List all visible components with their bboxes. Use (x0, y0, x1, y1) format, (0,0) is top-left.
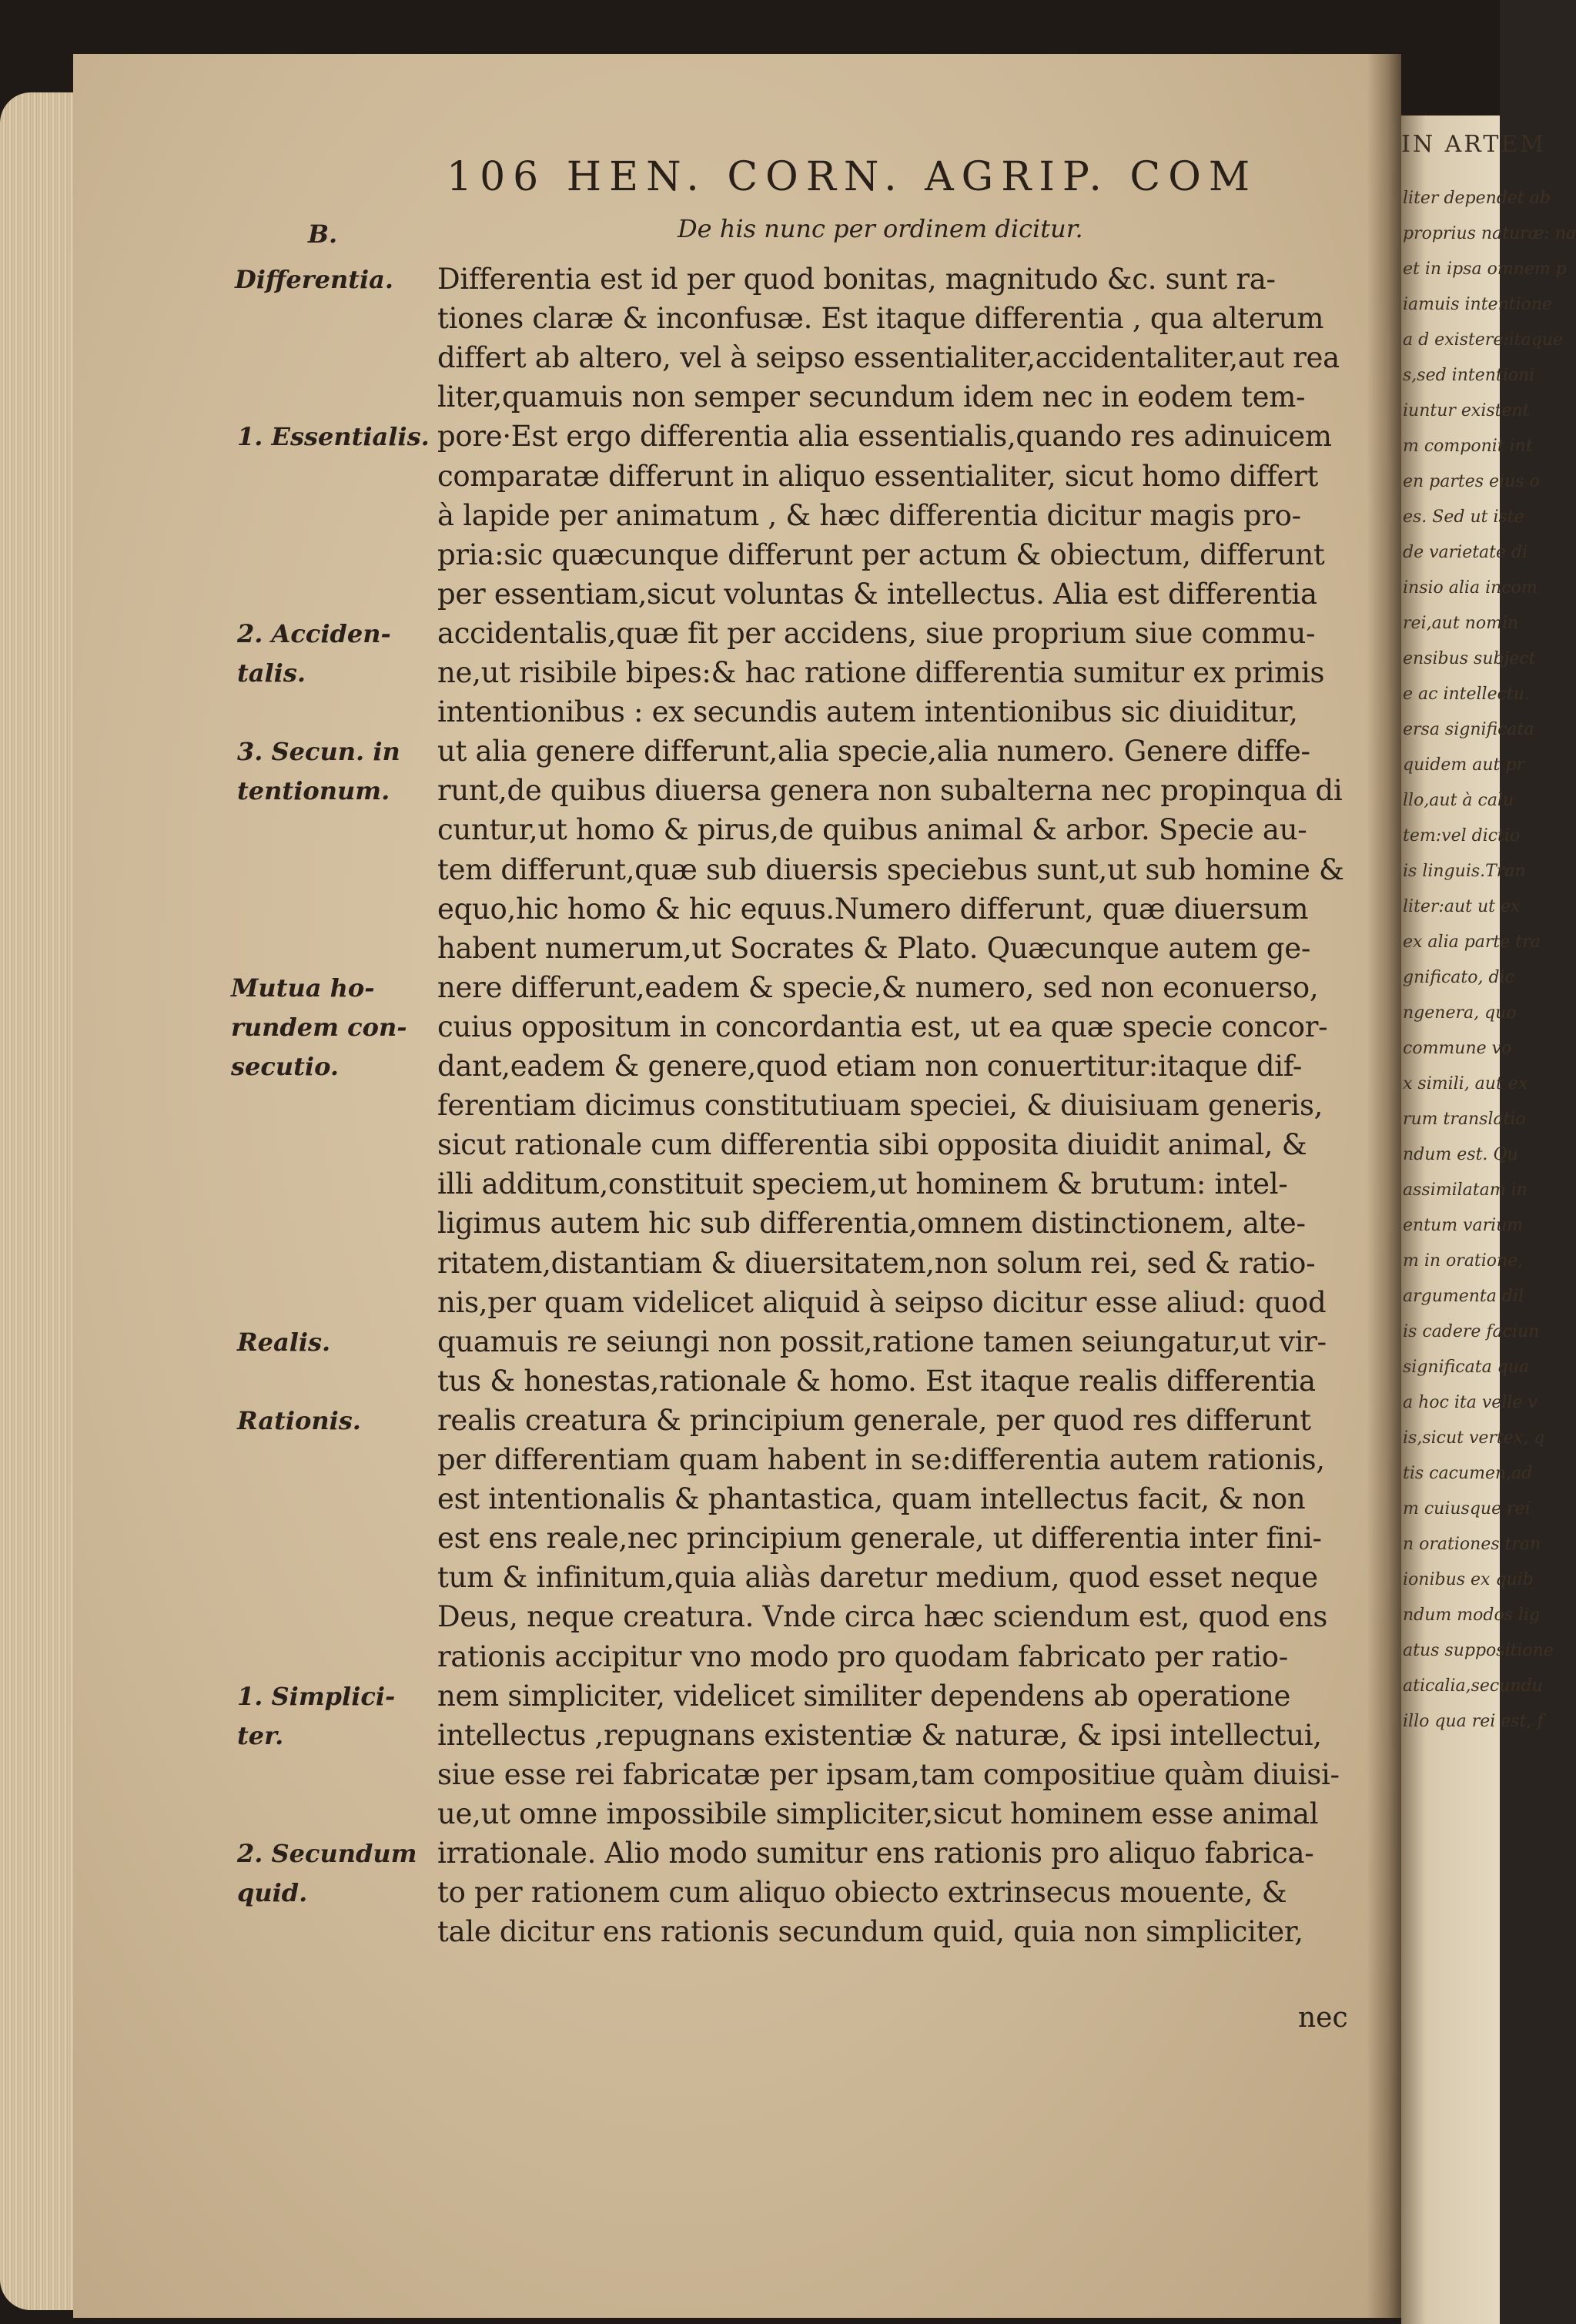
marginal-note: talis. (237, 658, 306, 688)
text-line: tale dicitur ens rationis secundum quid, quia non simpliciter, (437, 1915, 1303, 1949)
facing-page-line: atus suppositione (1403, 1641, 1554, 1660)
text-line: per differentiam quam habent in se:differentia autem rationis, (437, 1443, 1325, 1476)
book-gutter (1367, 54, 1401, 2318)
text-line: à lapide per animatum , & hæc differentia dicitur magis pro- (437, 498, 1301, 532)
text-line: tem differunt,quæ sub diuersis speciebus sunt,ut sub homine & (437, 852, 1344, 886)
facing-page-line: x simili, aut ex (1403, 1074, 1528, 1093)
facing-page-line: ersa significata (1403, 720, 1534, 739)
facing-page-line: m componit int (1403, 437, 1533, 456)
text-line: est ens reale,nec principium generale, ut differentia inter fini- (437, 1522, 1322, 1555)
facing-page-line: ex alia parte tra (1403, 933, 1541, 952)
facing-page-line: en partes eius o (1403, 472, 1540, 491)
facing-page-line: illo qua rei est, f (1403, 1712, 1544, 1731)
facing-page-line: m cuiusque rei (1403, 1499, 1531, 1519)
marginal-note: Realis. (237, 1327, 331, 1357)
text-line: habent numerum,ut Socrates & Plato. Quæcunque autem ge- (437, 931, 1311, 965)
text-line: liter,quamuis non semper secundum idem nec in eodem tem- (437, 380, 1306, 414)
text-line: ne,ut risibile bipes:& hac ratione differentia sumitur ex primis (437, 656, 1325, 689)
facing-page-line: ngenera, quo (1403, 1003, 1517, 1023)
text-line: tum & infinitum,quia aliàs daretur medium, quod esset neque (437, 1561, 1318, 1595)
text-line: nem simpliciter, videlicet similiter dependens ab operatione (437, 1679, 1291, 1713)
marginal-note: rundem con- (231, 1012, 407, 1042)
facing-page-line: entum varium (1403, 1216, 1524, 1235)
facing-page-line: de varietate di (1403, 543, 1528, 562)
marginal-note: secutio. (231, 1052, 339, 1081)
text-line: ut alia genere differunt,alia specie,alia numero. Genere diffe- (437, 735, 1310, 769)
facing-page-line: a hoc ita velle v (1403, 1393, 1538, 1412)
text-line: Differentia est id per quod bonitas, magnitudo &c. sunt ra- (437, 263, 1276, 296)
text-line: cuntur,ut homo & pirus,de quibus animal & arbor. Specie au- (437, 813, 1307, 847)
text-line: per essentiam,sicut voluntas & intellectus. Alia est differentia (437, 577, 1317, 611)
facing-page-line: a d existere:itaque (1403, 330, 1564, 350)
marginal-note: Mutua ho- (231, 973, 375, 1003)
facing-page-line: is,sicut vertex, q (1403, 1428, 1545, 1448)
facing-page-line: assimilatam in (1403, 1180, 1527, 1200)
facing-page-line: gnificato, dic (1403, 968, 1514, 987)
catchword: nec (1298, 2002, 1348, 2034)
marginal-note: B. (308, 219, 338, 249)
marginal-note: 3. Secun. in (237, 737, 400, 767)
marginal-note: tentionum. (237, 776, 390, 806)
facing-page-line: liter dependet ab (1403, 189, 1551, 208)
text-line: quamuis re seiungi non possit,ratione tamen seiungatur,ut vir- (437, 1324, 1327, 1358)
facing-page-line: liter:aut ut ex (1403, 897, 1521, 916)
text-line: pore·Est ergo differentia alia essentialis,quando res adinuicem (437, 420, 1332, 454)
text-line: intellectus ,repugnans existentiæ & naturæ, & ipsi intellectui, (437, 1718, 1322, 1752)
text-line: nis,per quam videlicet aliquid à seipso dicitur esse aliud: quod (437, 1285, 1327, 1319)
facing-page-line: commune vo (1403, 1039, 1512, 1058)
facing-page-header: IN ARTEM (1401, 131, 1546, 158)
text-line: runt,de quibus diuersa genera non subalterna nec propinqua di (437, 774, 1343, 808)
marginal-note: ter. (237, 1720, 284, 1750)
text-line: nere differunt,eadem & specie,& numero, sed non econuerso, (437, 970, 1319, 1004)
text-line: rationis accipitur vno modo pro quodam fabricato per ratio- (437, 1639, 1288, 1673)
facing-page-line: insio alia incom (1403, 578, 1538, 598)
facing-page-line: iuntur existent (1403, 401, 1530, 420)
facing-page-line: ndum est. Qu (1403, 1145, 1518, 1164)
text-line: equo,hic homo & hic equus.Numero differunt, quæ diuersum (437, 892, 1309, 926)
facing-page-line: proprius naturæ: na (1403, 224, 1576, 243)
text-line: realis creatura & principium generale, per quod res differunt (437, 1403, 1311, 1437)
page-edges (0, 92, 77, 2310)
facing-page-line: ensibus subject (1403, 649, 1536, 668)
facing-page-fragment (1401, 116, 1576, 2324)
text-line: ferentiam dicimus constitutiuam speciei, & diuisiuam generis, (437, 1089, 1323, 1123)
text-line: to per rationem cum aliquo obiecto extrinsecus mouente, & (437, 1876, 1287, 1910)
marginal-note: 2. Secundum (237, 1839, 417, 1868)
text-line: ritatem,distantiam & diuersitatem,non solum rei, sed & ratio- (437, 1246, 1316, 1280)
text-line: tus & honestas,rationale & homo. Est itaque realis differentia (437, 1364, 1316, 1398)
facing-page-line: llo,aut à calu (1403, 791, 1514, 810)
text-line: differt ab altero, vel à seipso essentialiter,accidentaliter,aut rea (437, 341, 1340, 375)
text-line: comparatæ differunt in aliquo essentialiter, sicut homo differt (437, 459, 1319, 493)
running-header: 106 HEN. CORN. AGRIP. COM (447, 154, 1258, 200)
text-line: siue esse rei fabricatæ per ipsam,tam compositiue quàm diuisi- (437, 1757, 1340, 1791)
marginal-note: Differentia. (235, 265, 394, 294)
facing-page-line: argumenta dil (1403, 1287, 1524, 1306)
text-line: dant,eadem & genere,quod etiam non conuertitur:itaque dif- (437, 1050, 1303, 1083)
text-line: Deus, neque creatura. Vnde circa hæc sciendum est, quod ens (437, 1600, 1328, 1634)
facing-page-line: is cadere faciun (1403, 1322, 1540, 1341)
facing-page-line: tis cacumen,ad (1403, 1464, 1533, 1483)
facing-page-line: ionibus ex quib (1403, 1570, 1534, 1589)
facing-page-line: aticalia,secundu (1403, 1676, 1543, 1696)
marginal-note: quid. (237, 1878, 308, 1908)
facing-page-line: m in oratione, (1403, 1251, 1524, 1271)
text-line: intentionibus : ex secundis autem intentionibus sic diuiditur, (437, 695, 1298, 729)
facing-page-line: e ac intellectu. (1403, 685, 1530, 704)
facing-page-line: s,sed intentioni (1403, 366, 1535, 385)
text-line: est intentionalis & phantastica, quam intellectus facit, & non (437, 1482, 1306, 1516)
text-line: cuius oppositum in concordantia est, ut ea quæ specie concor- (437, 1010, 1328, 1043)
facing-page-line: es. Sed ut iste (1403, 507, 1524, 527)
facing-page-line: et in ipsa omnem p (1403, 260, 1567, 279)
marginal-note: 2. Acciden- (237, 618, 391, 648)
text-line: pria:sic quæcunque differunt per actum & obiectum, differunt (437, 537, 1325, 571)
facing-page-line: ndum modos lig (1403, 1606, 1541, 1625)
text-line: tiones claræ & inconfusæ. Est itaque differentia , qua alterum (437, 302, 1324, 336)
marginal-note: 1. Simplici- (237, 1681, 396, 1711)
text-line: ue,ut omne impossibile simpliciter,sicut hominem esse animal (437, 1797, 1319, 1830)
facing-page-line: is linguis.Tran (1403, 862, 1526, 881)
facing-page-line: tem:vel dictio (1403, 826, 1521, 846)
facing-page-line: significata qua (1403, 1358, 1530, 1377)
marginal-note: 1. Essentialis. (237, 422, 430, 452)
facing-page-line: n orationes tran (1403, 1535, 1541, 1554)
section-subheading: De his nunc per ordinem dicitur. (678, 214, 1083, 243)
facing-page-line: rei,aut nomin (1403, 614, 1519, 633)
text-line: accidentalis,quæ fit per accidens, siue proprium siue commu- (437, 616, 1316, 650)
text-line: ligimus autem hic sub differentia,omnem distinctionem, alte- (437, 1207, 1306, 1241)
facing-page-line: quidem aut pr (1403, 755, 1524, 775)
facing-page-line: iamuis intentione (1403, 295, 1553, 314)
text-line: sicut rationale cum differentia sibi opposita diuidit animal, & (437, 1128, 1307, 1162)
facing-page-line: rum translatio (1403, 1110, 1526, 1129)
marginal-note: Rationis. (237, 1405, 361, 1435)
facing-page-text (1403, 181, 1576, 1740)
text-line: illi additum,constituit speciem,ut hominem & brutum: intel- (437, 1167, 1288, 1201)
text-line: irrationale. Alio modo sumitur ens rationis pro aliquo fabrica- (437, 1837, 1314, 1870)
